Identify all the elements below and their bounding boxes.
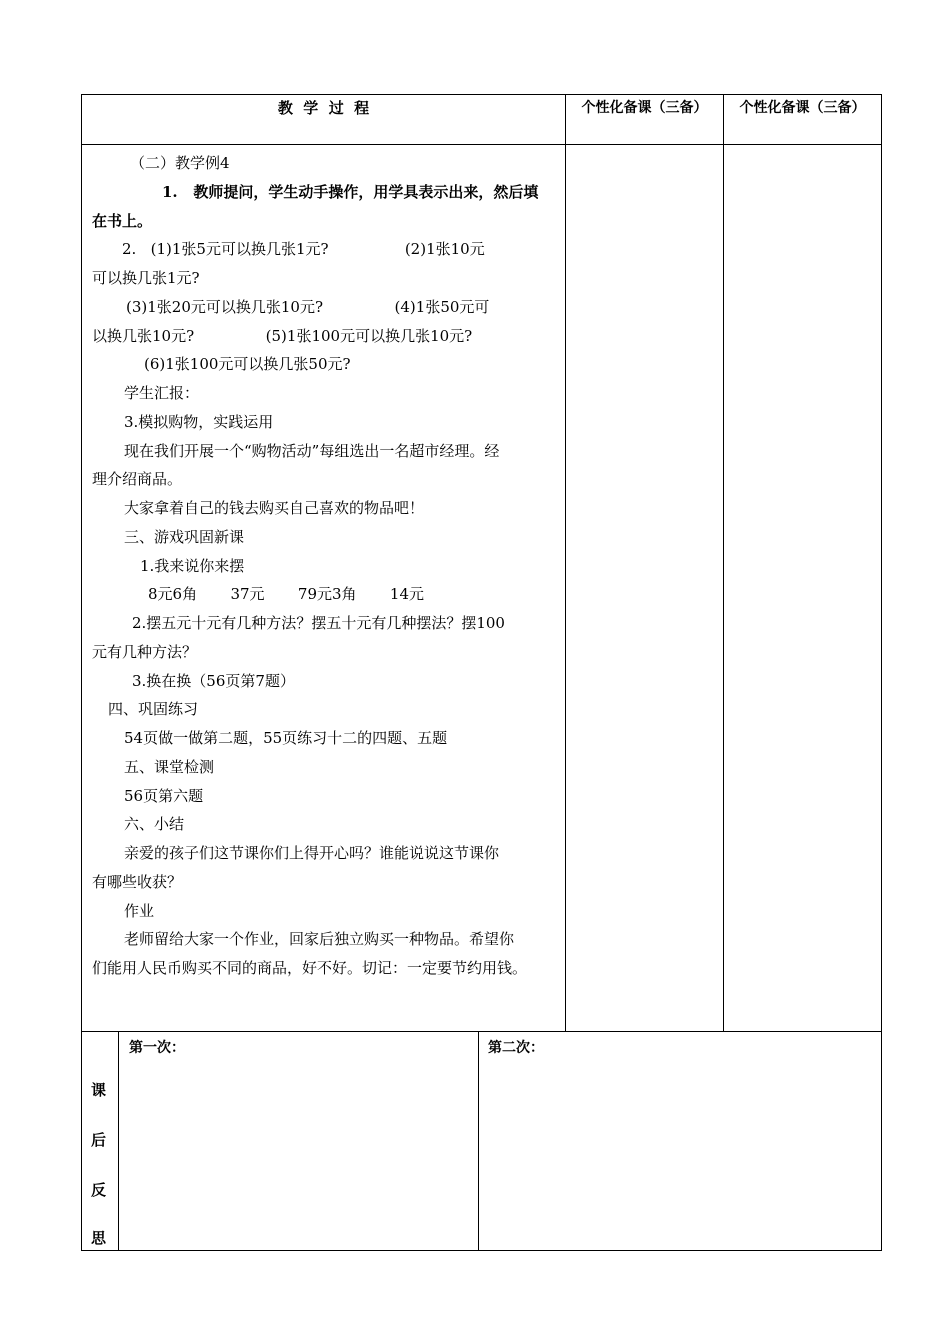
table-bottom-border (81, 1250, 882, 1251)
reflection-label-char: 课 (91, 1081, 107, 1099)
reflection-first-label: 第一次： (129, 1040, 185, 1056)
table-top-border (81, 94, 882, 95)
body-line: 理介绍商品。 (92, 470, 183, 488)
body-line: 现在我们开展一个“购物活动”每组选出一名超市经理。经 (124, 442, 500, 460)
body-line: 四、巩固练习 (108, 700, 199, 718)
body-line: 有哪些收获？ (92, 873, 183, 891)
body-line: 可以换几张1元? (92, 269, 200, 287)
reflection-label-char: 思 (91, 1229, 107, 1247)
body-line: 56页第六题 (124, 787, 204, 805)
header-bottom-border (81, 144, 882, 145)
body-line: (6)1张100元可以换几张50元? (144, 355, 351, 373)
body-line: 五、课堂检测 (124, 758, 215, 776)
body-line: 1. 教师提问，学生动手操作，用学具表示出来，然后填 (162, 183, 539, 201)
body-line: （二）教学例4 (130, 154, 230, 172)
reflection-middle-divider (478, 1031, 479, 1251)
reflection-label-char: 反 (91, 1181, 107, 1199)
body-line: (3)1张20元可以换几张10元? (4)1张50元可 (126, 298, 490, 316)
header-personalized-prep-2: 个性化备课（三备） (739, 100, 866, 116)
body-line: 们能用人民币购买不同的商品，好不好。切记：一定要节约用钱。 (92, 959, 528, 977)
body-line: 2.摆五元十元有几种方法？摆五十元有几种摆法？摆100 (132, 614, 505, 632)
body-line: 在书上。 (92, 212, 153, 230)
reflection-label-char: 后 (91, 1131, 107, 1149)
body-line: 学生汇报： (124, 384, 200, 402)
body-line: 3.换在换（56页第7题） (132, 672, 295, 690)
body-line: 大家拿着自己的钱去购买自己喜欢的物品吧！ (124, 499, 425, 517)
body-line: 老师留给大家一个作业，回家后独立购买一种物品。希望你 (124, 930, 515, 948)
body-line: 元有几种方法？ (92, 643, 198, 661)
content-bottom-border (81, 1031, 882, 1032)
reflection-second-label: 第二次： (488, 1040, 544, 1056)
header-personalized-prep-1: 个性化备课（三备） (581, 100, 708, 116)
body-line: 作业 (124, 902, 155, 920)
body-line: 亲爱的孩子们这节课你们上得开心吗？谁能说说这节课你 (124, 844, 500, 862)
table-right-border (881, 94, 882, 1251)
reflection-label-divider (118, 1031, 119, 1251)
body-line: 54页做一做第二题，55页练习十二的四题、五题 (124, 729, 448, 747)
body-line: 六、小结 (124, 815, 185, 833)
column-divider-1 (565, 94, 566, 1032)
table-left-border (81, 94, 82, 1251)
body-line: 以换几张10元? (5)1张100元可以换几张10元? (92, 327, 473, 345)
body-line: 三、游戏巩固新课 (124, 528, 245, 546)
body-line: 2. (1)1张5元可以换几张1元? (2)1张10元 (122, 240, 485, 258)
body-line: 8元6角 37元 79元3角 14元 (148, 585, 425, 603)
body-line: 3.模拟购物，实践运用 (124, 413, 274, 431)
column-divider-2 (723, 94, 724, 1032)
header-teaching-process: 教 学 过 程 (277, 99, 370, 117)
body-line: 1.我来说你来摆 (140, 557, 245, 575)
